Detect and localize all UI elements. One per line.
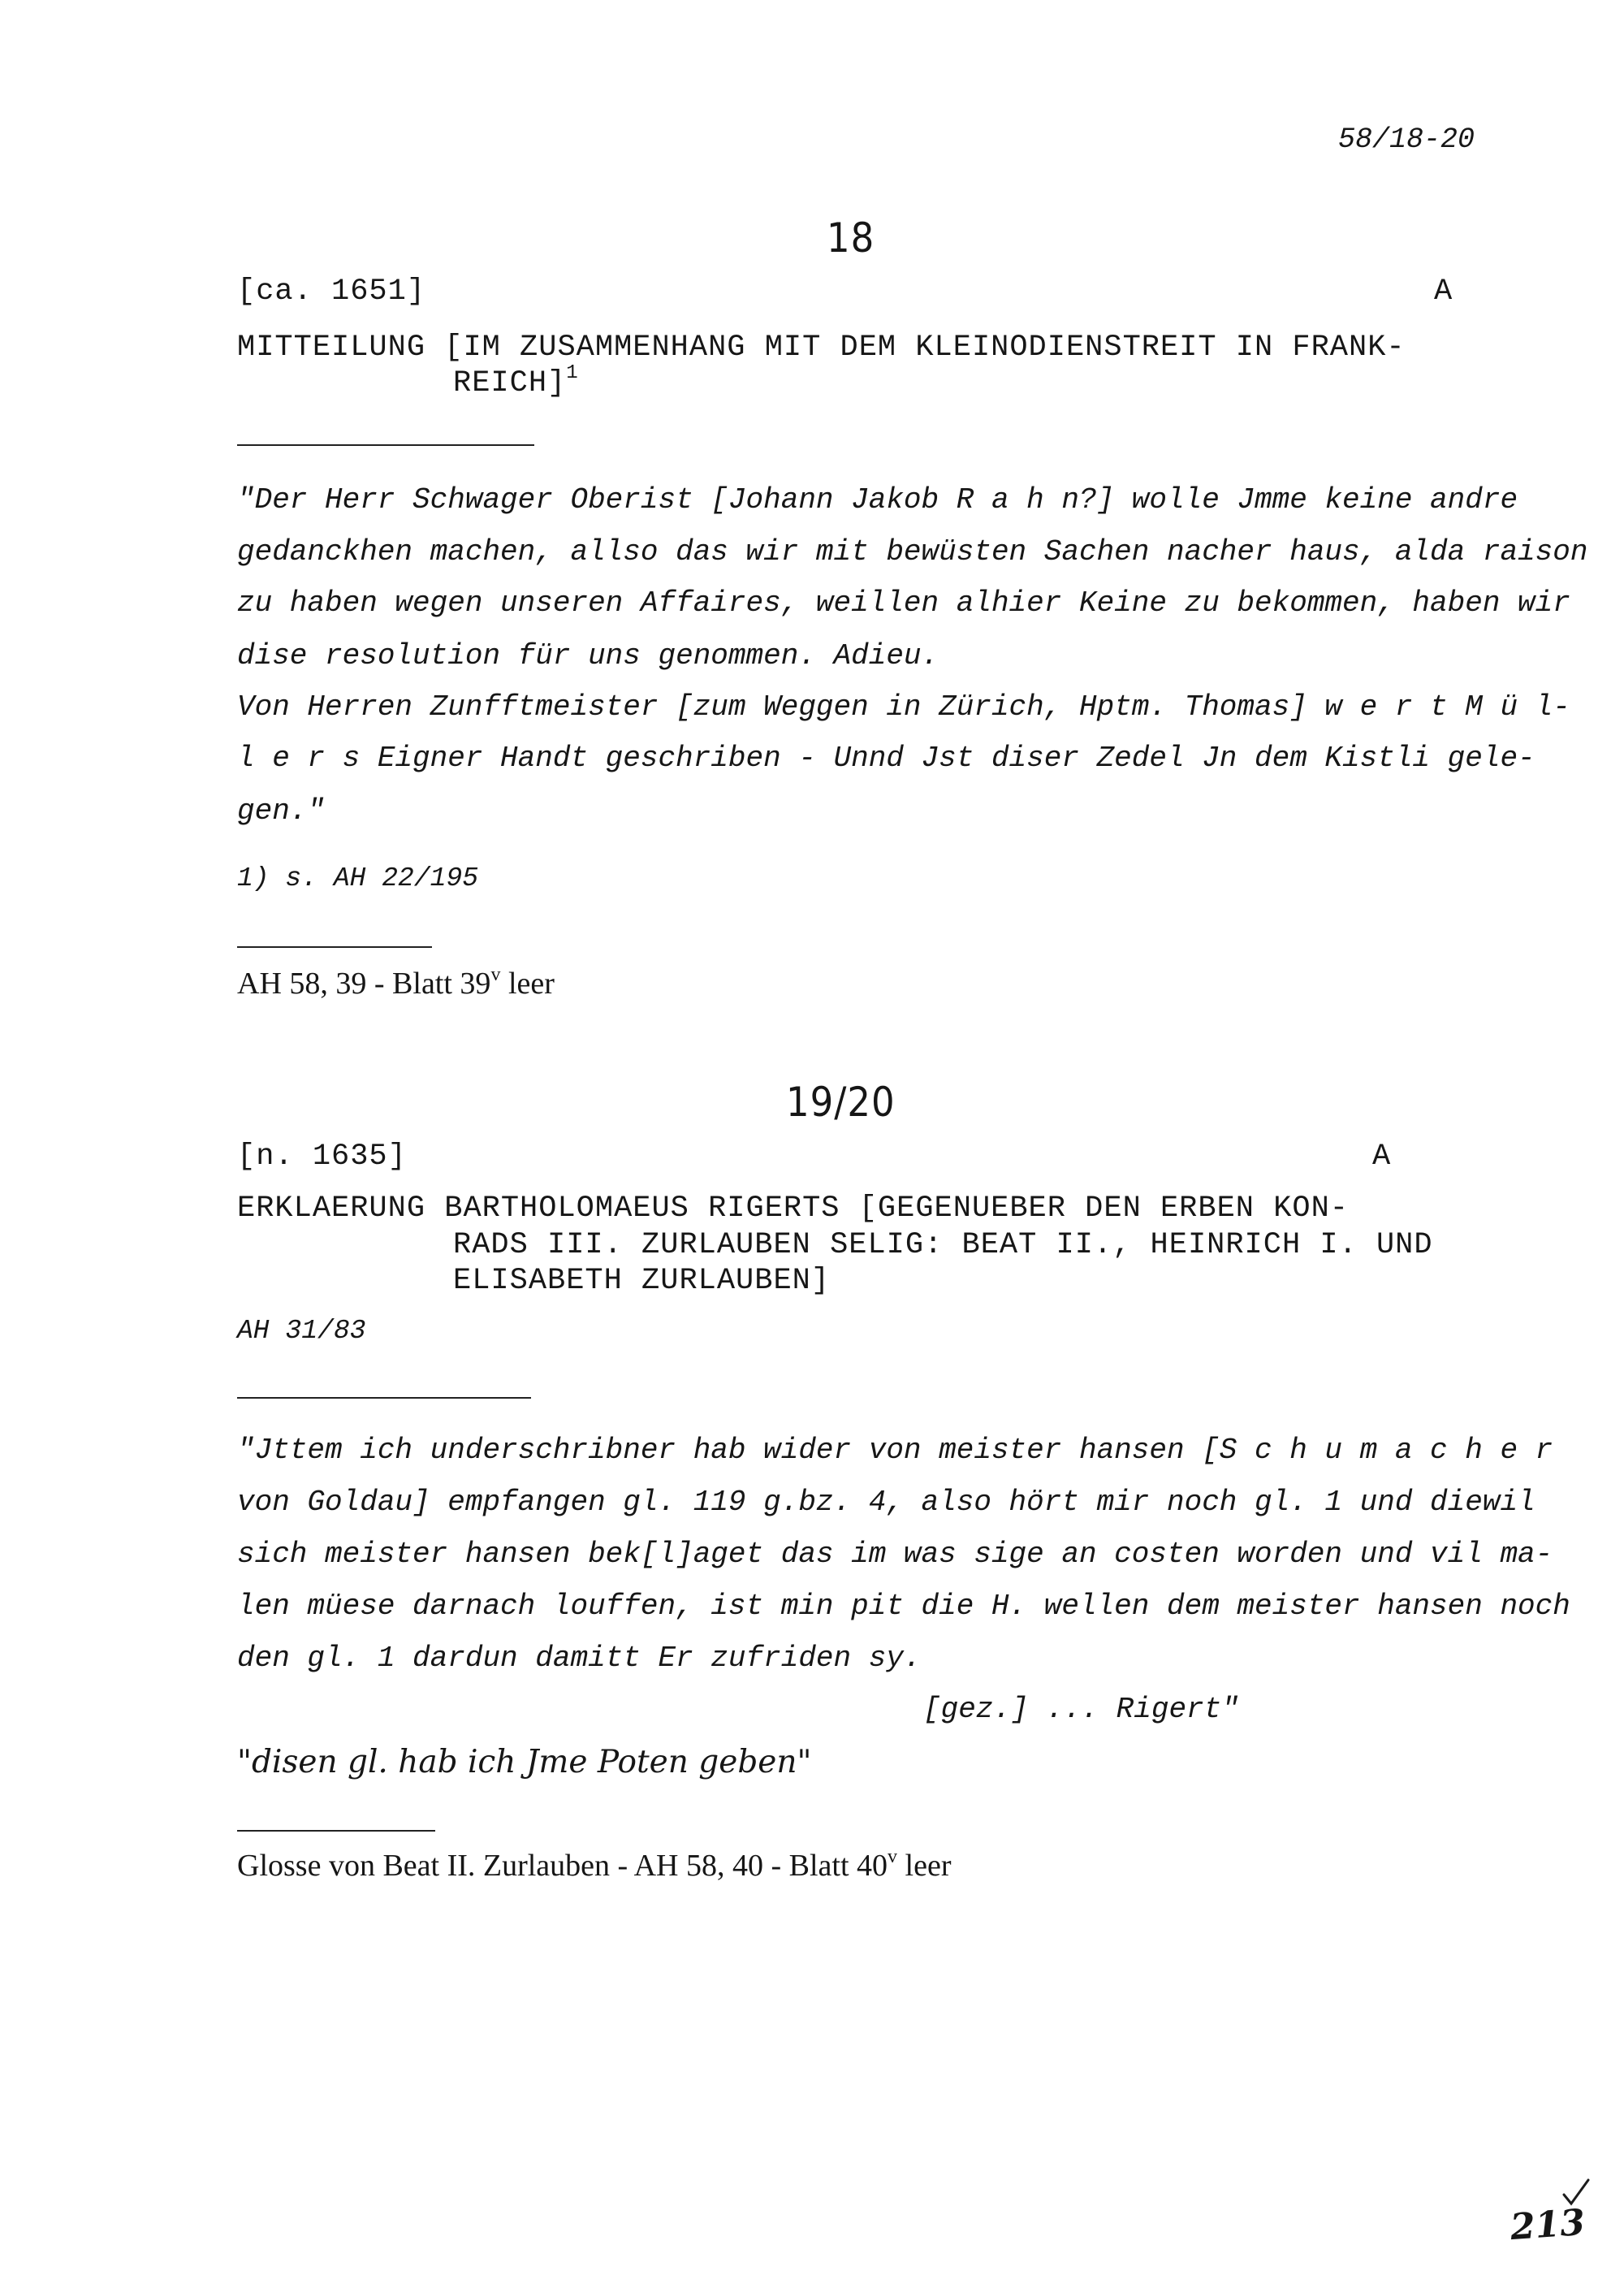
verso-marker: v [490,964,501,985]
text-line: gen." [237,794,326,828]
text-line: dise resolution für uns genommen. Adieu. [237,639,939,673]
signature: [gez.] ... Rigert" [923,1693,1239,1726]
document-mark: A [1434,275,1453,309]
footnote: 1) s. AH 22/195 [237,863,479,893]
document-number-19-20: 19/20 [786,1079,896,1126]
source-tail: leer [897,1849,952,1883]
document-title-line: RADS III. ZURLAUBEN SELIG: BEAT II., HEINRICH I. UND [453,1228,1433,1262]
document-mark: A [1372,1140,1392,1174]
separator-rule [237,1397,531,1399]
text-line: l e r s Eigner Handt geschriben - Unnd Jst diser Zedel Jn dem Kistli gele- [237,742,1535,775]
source-text: Glosse von Beat II. Zurlauben - AH 58, 40 - Blatt 40 [237,1849,888,1883]
text-line: von Goldau] empfangen gl. 119 g.bz. 4, also hört mir noch gl. 1 und diewil [237,1486,1535,1519]
source-reference [237,1846,951,1884]
text-line: sich meister hansen bek[l]aget das im was sige an costen worden und vil ma- [237,1538,1553,1571]
source-tail: leer [500,967,555,1001]
text-line: "Der Herr Schwager Oberist [Johann Jakob R a h n?] wolle Jmme keine andre [237,483,1518,517]
text-line: den gl. 1 dardun damitt Er zufriden sy. [237,1642,922,1675]
document-date: [ca. 1651] [237,275,426,309]
footnote-marker: 1 [566,362,579,384]
text-line: Von Herren Zunfftmeister [zum Weggen in Zürich, Hptm. Thomas] w e r t M ü l- [237,690,1570,724]
document-title-line [453,362,579,400]
document-title-line: ERKLAERUNG BARTHOLOMAEUS RIGERTS [GEGENUEBER DEN ERBEN KON- [237,1192,1350,1226]
archive-reference: AH 31/83 [237,1316,366,1346]
document-date: [n. 1635] [237,1140,407,1174]
handwritten-folio-number: 213 [1509,2201,1587,2249]
document-number-18: 18 [827,214,875,262]
gloss-text: "disen gl. hab ich Jme Poten geben" [237,1744,812,1780]
separator-rule [237,1830,435,1832]
document-title-line: MITTEILUNG [IM ZUSAMMENHANG MIT DEM KLEINODIENSTREIT IN FRANK- [237,331,1406,365]
text-line: "Jttem ich underschribner hab wider von meister hansen [S c h u m a c h e r [237,1434,1553,1467]
separator-rule [237,946,432,948]
source-text: AH 58, 39 - Blatt 39 [237,967,491,1001]
text-line: len müese darnach louffen, ist min pit die H. wellen dem meister hansen noch [237,1590,1570,1623]
title-text: REICH] [453,366,567,400]
verso-marker: v [888,1846,898,1867]
page-number: 58/18-20 [1338,123,1475,156]
source-reference [237,964,555,1001]
document-title-line: ELISABETH ZURLAUBEN] [453,1264,831,1298]
separator-rule [237,444,534,446]
text-line: zu haben wegen unseren Affaires, weillen alhier Keine zu bekommen, haben wir [237,586,1570,620]
text-line: gedanckhen machen, allso das wir mit bewüsten Sachen nacher haus, alda raison [237,535,1588,569]
